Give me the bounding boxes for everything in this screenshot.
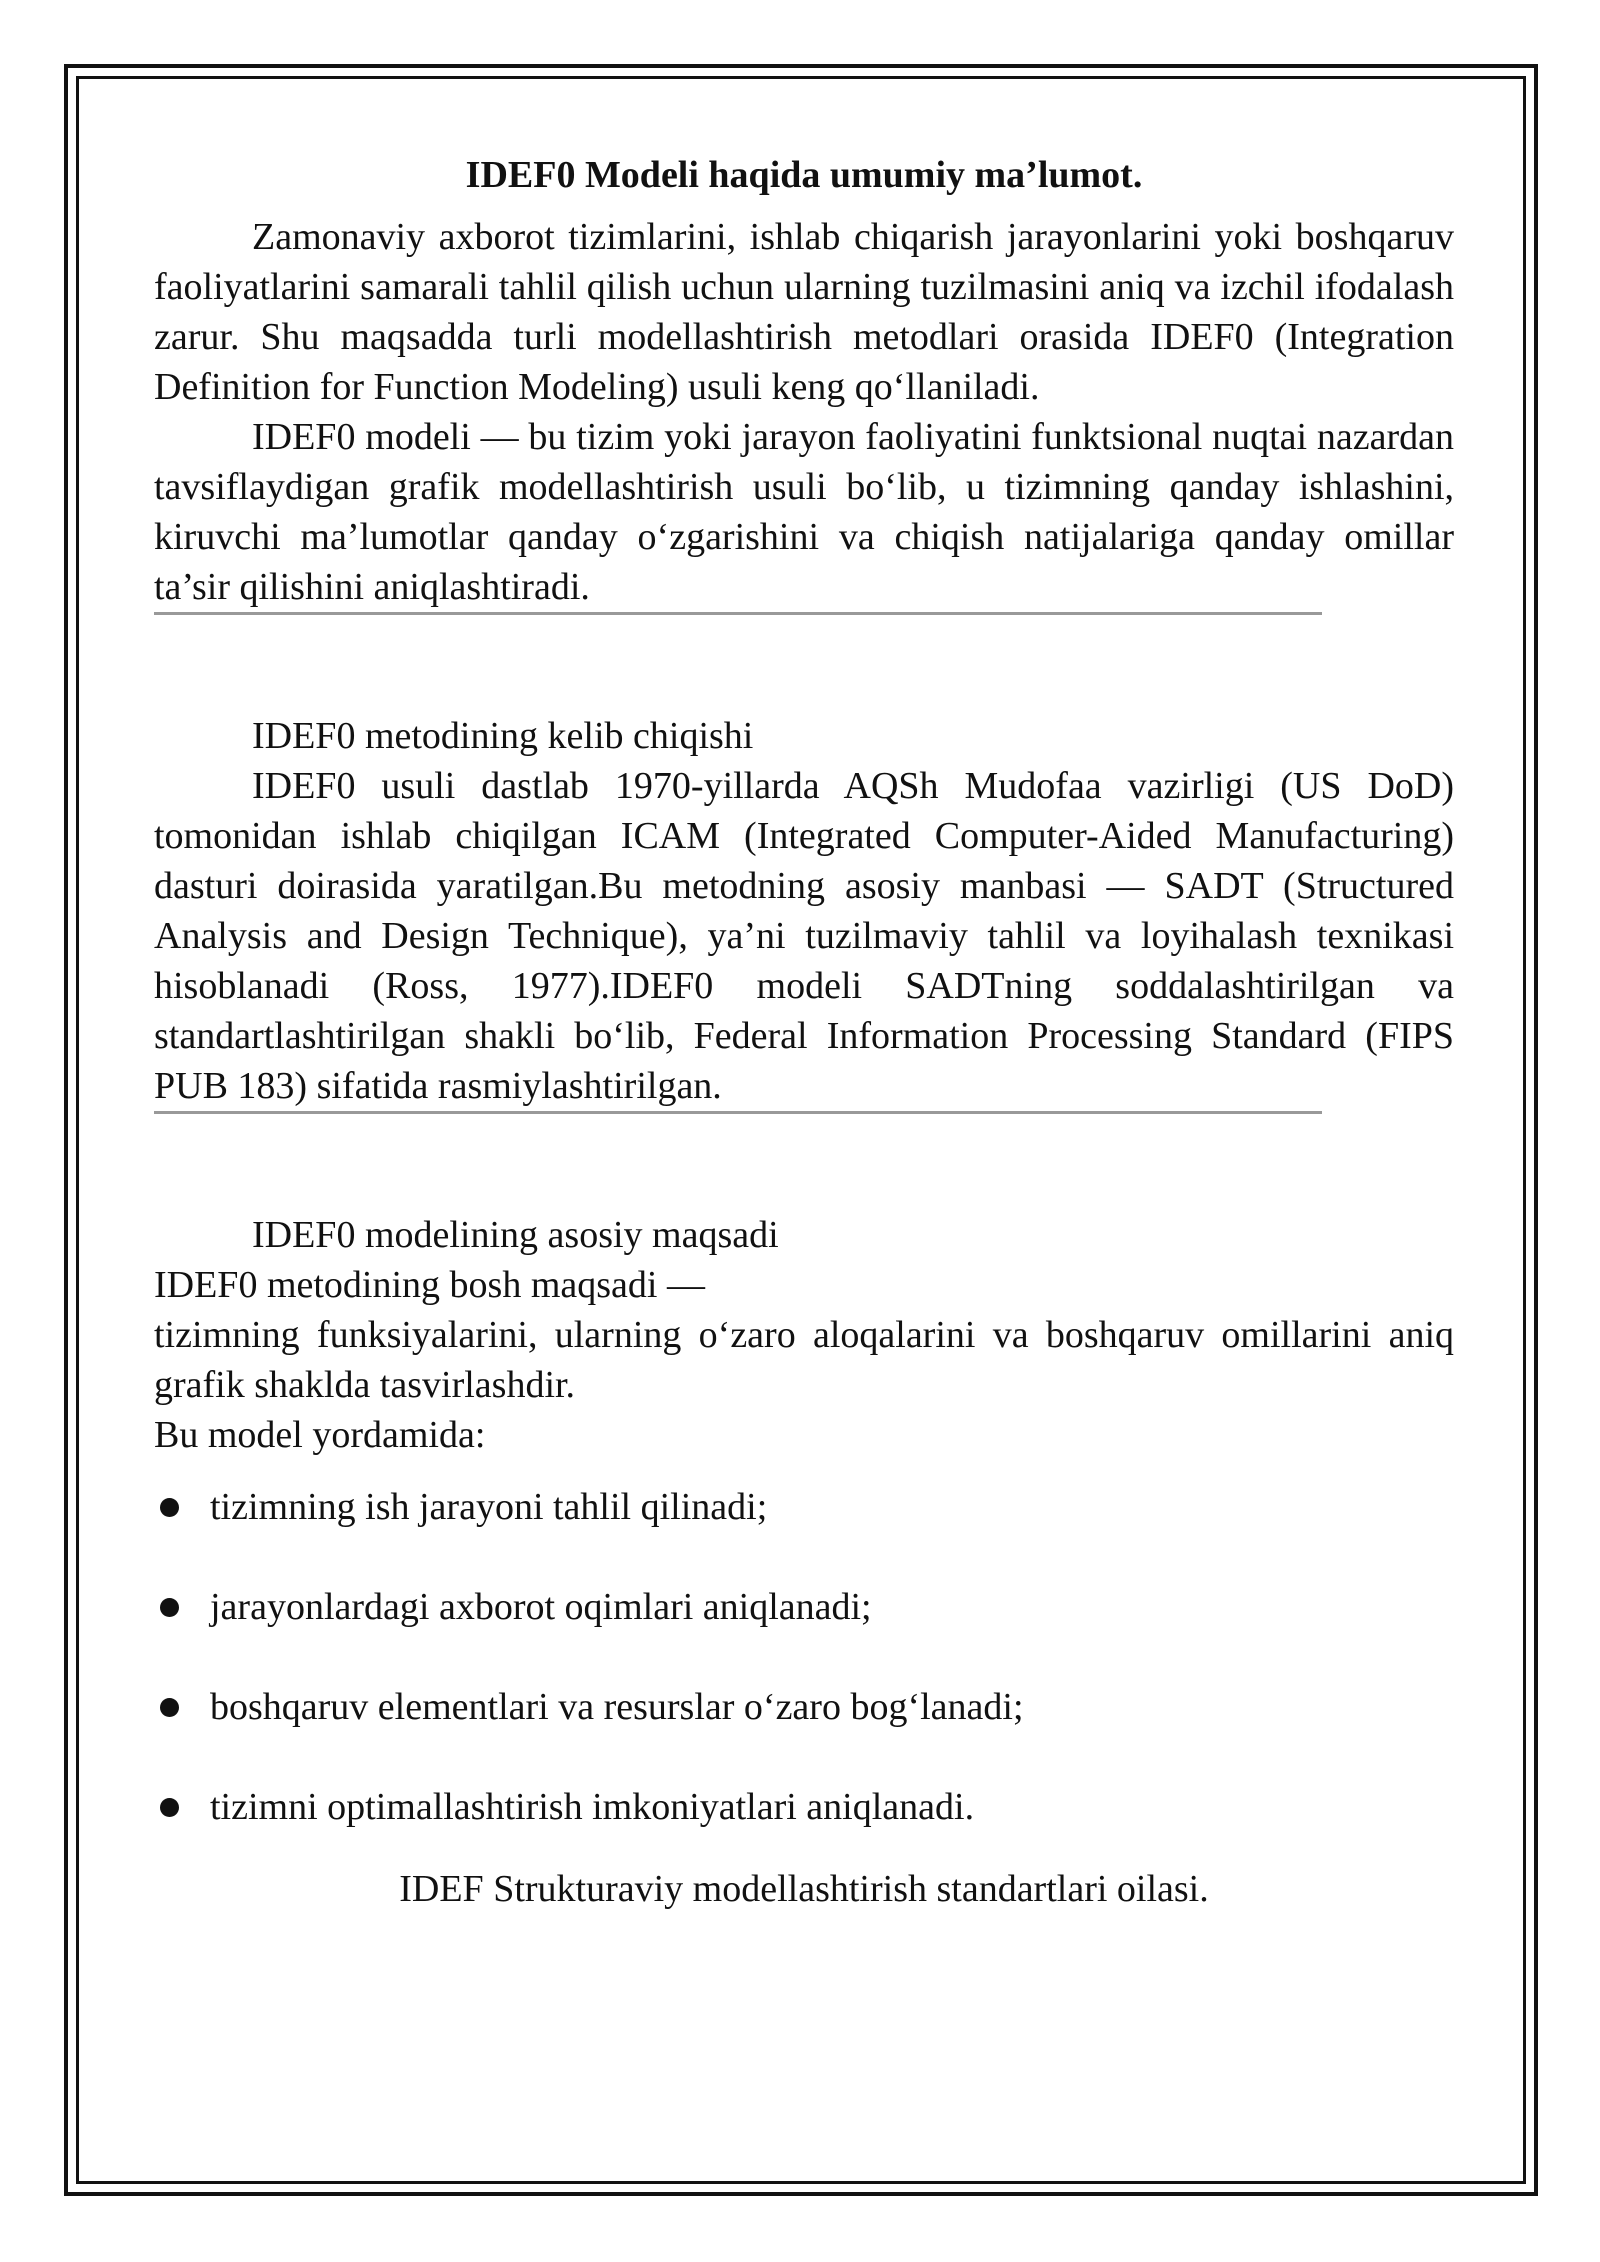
list-item: [154, 1782, 1454, 1832]
figure-caption: IDEF Strukturaviy modellashtirish standartlari oilasi.: [399, 1868, 1209, 1910]
purpose-line-3: Bu model yordamida:: [154, 1414, 486, 1456]
intro-paragraph-2: IDEF0 modeli — bu tizim yoki jarayon faoliyatini funktsional nuqtai nazardan tavsiflaydigan grafik modellashtirish usuli bo‘lib, u tizimning qanday ishlashini, kiruvchi ma’lumotlar qanday o‘zgarishini va chiqish natijalariga qanday omillar ta’sir qilishini aniqlashtiradi.: [154, 416, 1454, 608]
list-item-text: tizimning ish jarayoni tahlil qilinadi;: [210, 1486, 768, 1528]
purpose-bullet-list: [154, 1482, 1454, 1832]
list-item: [154, 1482, 1454, 1532]
bullet-dot-icon: [160, 1798, 179, 1817]
list-item-text: boshqaruv elementlari va resurslar o‘zaro bog‘lanadi;: [210, 1686, 1024, 1728]
list-item: [154, 1682, 1454, 1732]
intro-paragraph-1: Zamonaviy axborot tizimlarini, ishlab chiqarish jarayonlarini yoki boshqaruv faoliyatlarini samarali tahlil qilish uchun ularning tuzilmasini aniq va izchil ifodalash zarur. Shu maqsadda turli modellashtirish metodlari orasida IDEF0 (Integration Definition for Function Modeling) usuli keng qo‘llaniladi.: [154, 216, 1454, 408]
origin-paragraph: IDEF0 usuli dastlab 1970-yillarda AQSh Mudofaa vazirligi (US DoD) tomonidan ishlab chiqilgan ICAM (Integrated Computer-Aided Manufacturing) dasturi doirasida yaratilgan.Bu metodning asosiy manbasi — SADT (Structured Analysis and Design Technique), ya’ni tuzilmaviy tahlil va loyihalash texnikasi hisoblanadi (Ross, 1977).IDEF0 modeli SADTning soddalashtirilgan va standartlashtirilgan shakli bo‘lib, Federal Information Processing Standard (FIPS PUB 183) sifatida rasmiylashtirilgan.: [154, 765, 1454, 1107]
bullet-dot-icon: [160, 1498, 179, 1517]
list-item-text: tizimni optimallashtirish imkoniyatlari aniqlanadi.: [210, 1786, 975, 1828]
purpose-line-1: IDEF0 metodining bosh maqsadi —: [154, 1264, 705, 1306]
section-gap-2: [154, 1114, 1454, 1210]
bullet-dot-icon: [160, 1598, 179, 1617]
purpose-heading: IDEF0 modelining asosiy maqsadi: [252, 1214, 779, 1256]
document-body: [154, 150, 1454, 1914]
list-item-text: jarayonlardagi axborot oqimlari aniqlanadi;: [210, 1586, 872, 1628]
section-gap-1: [154, 615, 1454, 711]
document-title: IDEF0 Modeli haqida umumiy ma’lumot.: [465, 154, 1143, 196]
purpose-line-2: tizimning funksiyalarini, ularning o‘zaro aloqalarini va boshqaruv omillarini aniq grafik shaklda tasvirlashdir.: [154, 1314, 1454, 1406]
bullet-dot-icon: [160, 1698, 179, 1717]
origin-heading: IDEF0 metodining kelib chiqishi: [252, 715, 754, 757]
list-item: [154, 1582, 1454, 1632]
